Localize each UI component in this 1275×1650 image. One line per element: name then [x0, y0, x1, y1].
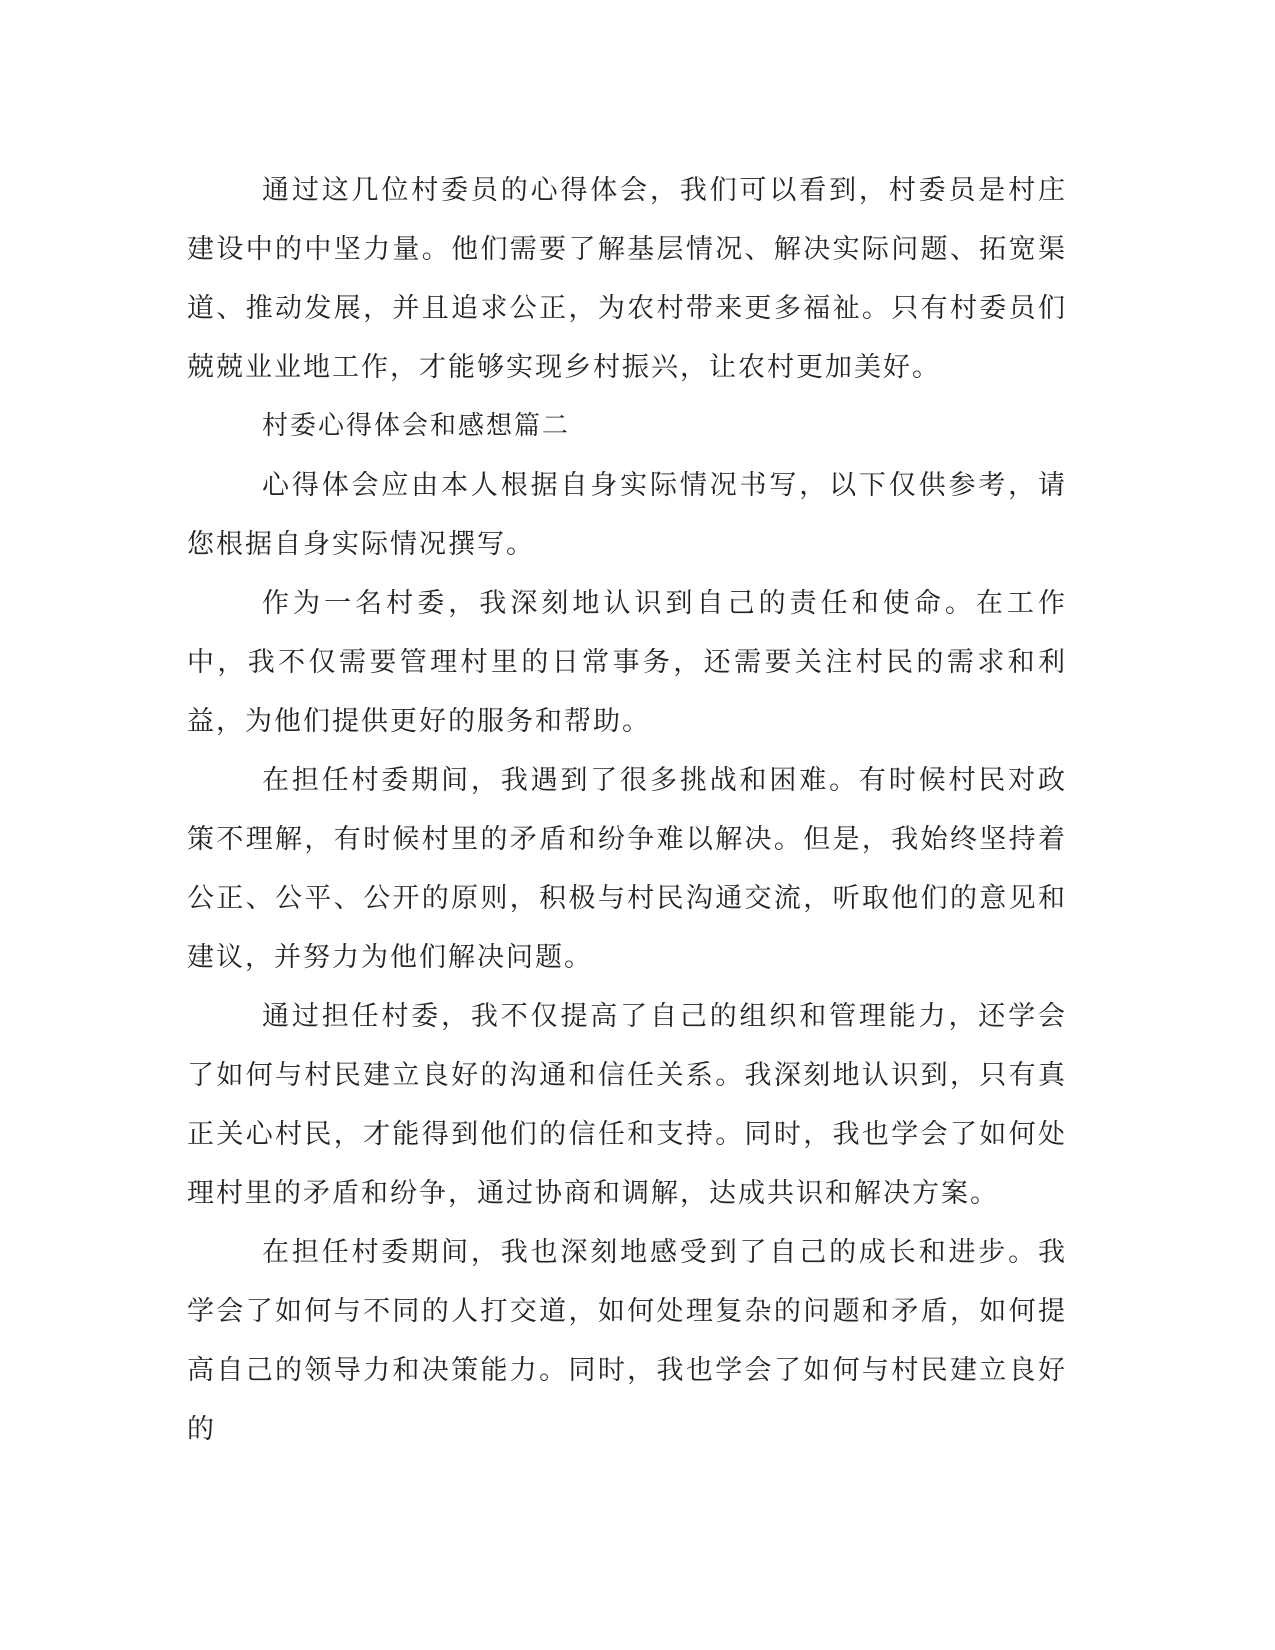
- paragraph-skills: 通过担任村委，我不仅提高了自己的组织和管理能力，还学会了如何与村民建立良好的沟通和信任关系。我深刻地认识到，只有真正关心村民，才能得到他们的信任和支持。同时，我也学会了如何处理村里的矛盾和纷争，通过协商和调解，达成共识和解决方案。: [187, 1001, 1067, 1209]
- document-body: [187, 161, 1067, 1459]
- section-heading: 村委心得体会和感想篇二: [262, 411, 571, 441]
- paragraph-growth: 在担任村委期间，我也深刻地感受到了自己的成长和进步。我学会了如何与不同的人打交道，如何处理复杂的问题和矛盾，如何提高自己的领导力和决策能力。同时，我也学会了如何与村民建立良好的: [187, 1237, 1067, 1445]
- paragraph-summary: 通过这几位村委员的心得体会，我们可以看到，村委员是村庄建设中的中坚力量。他们需要了解基层情况、解决实际问题、拓宽渠道、推动发展，并且追求公正，为农村带来更多福祉。只有村委员们兢兢业业地工作，才能够实现乡村振兴，让农村更加美好。: [187, 175, 1067, 383]
- paragraph-responsibility: 作为一名村委，我深刻地认识到自己的责任和使命。在工作中，我不仅需要管理村里的日常事务，还需要关注村民的需求和利益，为他们提供更好的服务和帮助。: [187, 588, 1067, 737]
- paragraph-disclaimer: 心得体会应由本人根据自身实际情况书写，以下仅供参考，请您根据自身实际情况撰写。: [187, 470, 1067, 560]
- paragraph-challenges: 在担任村委期间，我遇到了很多挑战和困难。有时候村民对政策不理解，有时候村里的矛盾和纷争难以解决。但是，我始终坚持着公正、公平、公开的原则，积极与村民沟通交流，听取他们的意见和建议，并努力为他们解决问题。: [187, 765, 1067, 973]
